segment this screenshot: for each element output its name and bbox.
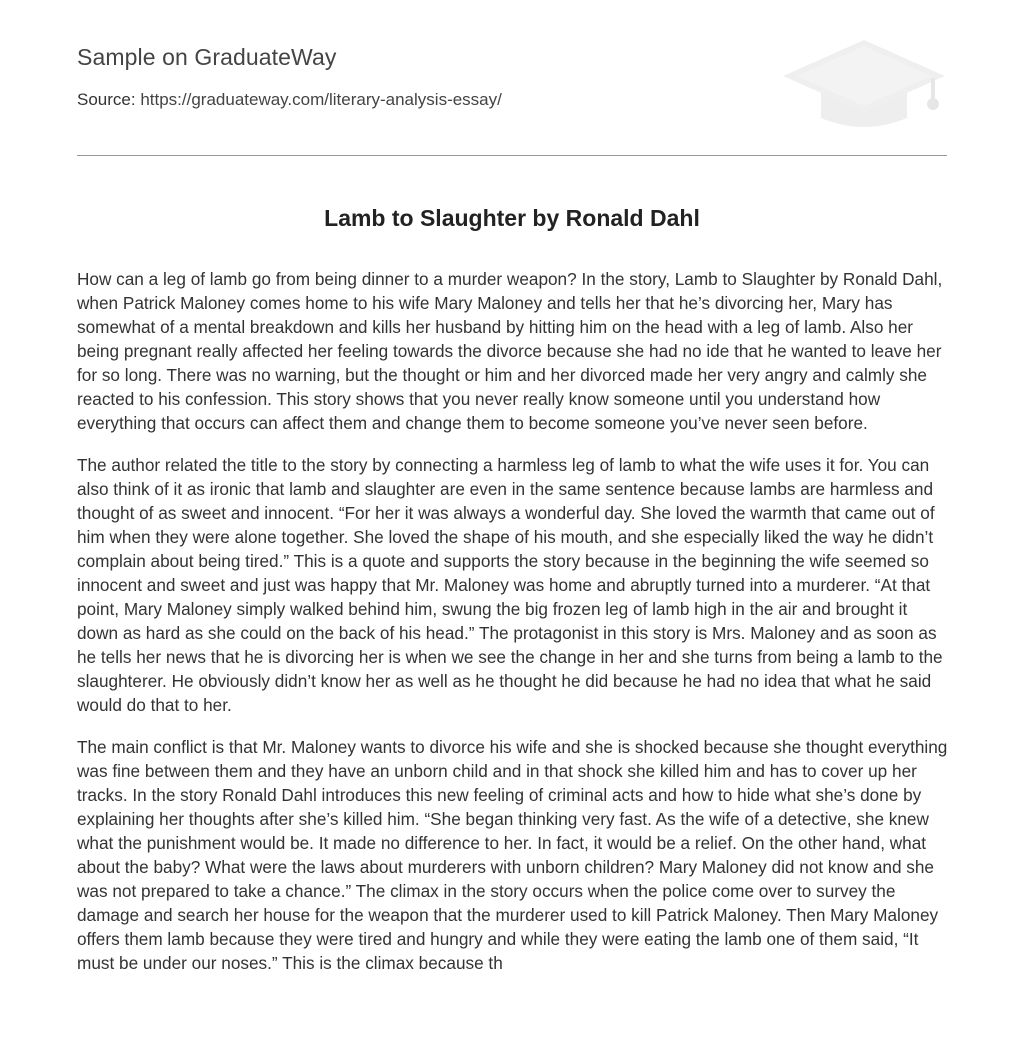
header-divider [77, 155, 947, 156]
source-label: Source: [77, 90, 141, 109]
paragraph-2: The author related the title to the story by connecting a harmless leg of lamb to what the wife uses it for. You can also think of it as ironic that lamb and slaughter are even in the same sentence because lambs are harmless and thought of as sweet and innocent. “For her it was always a wonderful day. She loved the warmth that came out of him when they were alone together. She loved the shape of his mouth, and she especially liked the way he didn’t complain about being tired.” This is a quote and supports the story because in the beginning the wife seemed so innocent and sweet and just was happy that Mr. Maloney was home and abruptly turned into a murderer. “At that point, Mary Maloney simply walked behind him, swung the big frozen leg of lamb high in the air and brought it down as hard as she could on the back of his head.” The protagonist in this story is Mrs. Maloney and as soon as he tells her news that he is divorcing her is when we see the change in her and she turns from being a lamb to the slaughterer. He obviously didn’t know her as well as he thought he did because he had no idea that what he said would do that to her. [77, 455, 943, 715]
paragraph-3: The main conflict is that Mr. Maloney wants to divorce his wife and she is shocked because she thought everything was fine between them and they have an unborn child and in that shock she killed him and has to cover up her tracks. In the story Ronald Dahl introduces this new feeling of criminal acts and how to hide what she’s done by explaining her thoughts after she’s killed him. “She began thinking very fast. As the wife of a detective, she knew what the punishment would be. It made no difference to her. In fact, it would be a relief. On the other hand, what about the baby? What were the laws about murderers with unborn children? Mary Maloney did not know and she was not prepared to take a chance.” The climax in the story occurs when the police come over to survey the damage and search her house for the weapon that the murderer used to kill Patrick Maloney. Then Mary Maloney offers them lamb because they were tired and hungry and while they were eating the lamb one of them said, “It must be under our noses.” This is the climax because th [77, 737, 948, 973]
source-line [77, 90, 502, 110]
site-title: Sample on GraduateWay [77, 44, 337, 70]
page-header [77, 40, 947, 156]
graduation-cap-icon [781, 32, 947, 132]
source-link[interactable]: https://graduateway.com/literary-analysis-essay/ [140, 90, 502, 109]
document-body [77, 267, 948, 1007]
document-title: Lamb to Slaughter by Ronald Dahl [324, 205, 700, 231]
paragraph-1: How can a leg of lamb go from being dinner to a murder weapon? In the story, Lamb to Slaughter by Ronald Dahl, when Patrick Maloney comes home to his wife Mary Maloney and tells her that he’s divorcing her, Mary has somewhat of a mental breakdown and kills her husband by hitting him on the head with a leg of lamb. Also her being pregnant really affected her feeling towards the divorce because she had no ide that he wanted to leave her for so long. There was no warning, but the thought or him and her divorced made her very angry and calmly she reacted to his confession. This story shows that you never really know someone until you understand how everything that occurs can affect them and change them to become someone you’ve never seen before. [77, 269, 943, 433]
